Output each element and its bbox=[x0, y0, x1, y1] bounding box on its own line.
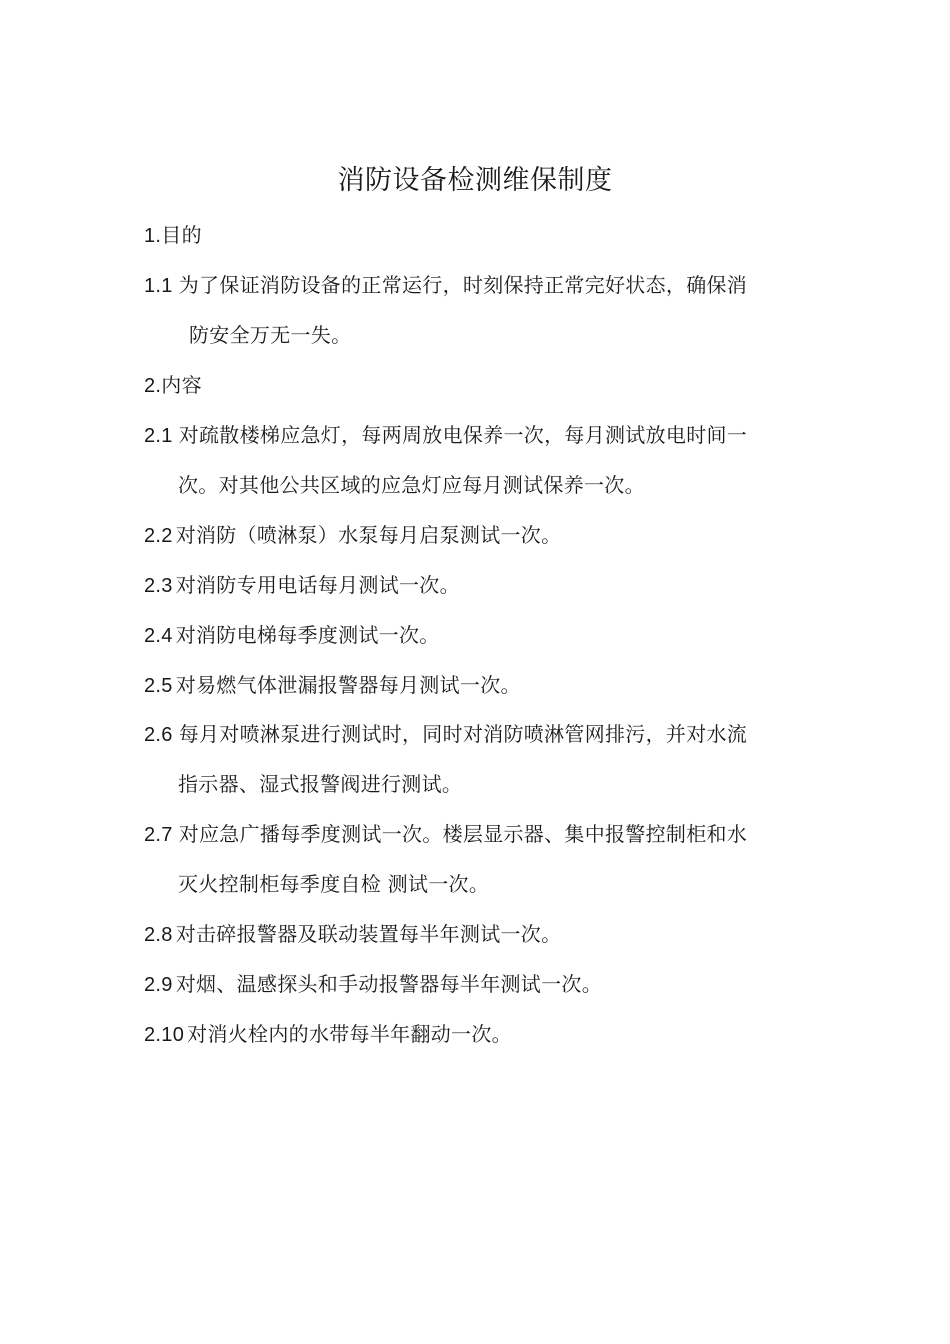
section-heading-content bbox=[144, 371, 202, 400]
item-text: 对消防专用电话每月测试一次。 bbox=[175, 573, 460, 597]
list-item bbox=[144, 521, 561, 550]
item-text: 对烟、温感探头和手动报警器每半年测试一次。 bbox=[175, 972, 603, 996]
item-text: 对消火栓内的水带每半年翻动一次。 bbox=[187, 1022, 512, 1046]
item-number: 2.9 bbox=[144, 974, 173, 996]
list-item bbox=[144, 720, 747, 749]
item-text: 对消防电梯每季度测试一次。 bbox=[175, 623, 440, 647]
section-heading-purpose bbox=[144, 221, 202, 250]
item-text-continuation: 指示器、湿式报警阀进行测试。 bbox=[178, 772, 463, 796]
section-title: 目的 bbox=[161, 223, 202, 247]
list-item bbox=[144, 621, 440, 650]
item-text: 对应急广播每季度测试一次。楼层显示器、集中报警控制柜和水 bbox=[178, 822, 748, 846]
list-item bbox=[144, 271, 747, 300]
section-number: 2. bbox=[144, 375, 162, 397]
item-text-continuation: 次。对其他公共区域的应急灯应每月测试保养一次。 bbox=[178, 473, 645, 497]
list-item bbox=[144, 920, 561, 949]
list-item bbox=[144, 820, 747, 849]
item-text-continuation: 防安全万无一失。 bbox=[189, 323, 352, 347]
list-item bbox=[144, 1020, 512, 1049]
item-number: 2.2 bbox=[144, 525, 173, 547]
item-text-continuation: 灭火控制柜每季度自检 测试一次。 bbox=[178, 872, 490, 896]
item-number: 2.7 bbox=[144, 824, 173, 846]
item-number: 2.3 bbox=[144, 575, 173, 597]
item-text: 为了保证消防设备的正常运行，时刻保持正常完好状态，确保消 bbox=[178, 273, 748, 297]
item-number: 2.8 bbox=[144, 924, 173, 946]
item-text: 对易燃气体泄漏报警器每月测试一次。 bbox=[175, 673, 521, 697]
item-number: 2.1 bbox=[144, 425, 173, 447]
document-title: 消防设备检测维保制度 bbox=[337, 165, 613, 196]
section-title: 内容 bbox=[161, 373, 202, 397]
list-item bbox=[144, 571, 460, 600]
item-number: 2.10 bbox=[144, 1024, 185, 1046]
item-text: 对击碎报警器及联动装置每半年测试一次。 bbox=[175, 922, 562, 946]
item-number: 2.4 bbox=[144, 625, 173, 647]
section-number: 1. bbox=[144, 225, 162, 247]
item-text: 对消防（喷淋泵）水泵每月启泵测试一次。 bbox=[175, 523, 562, 547]
item-number: 1.1 bbox=[144, 275, 173, 297]
list-item bbox=[144, 421, 747, 450]
item-text: 每月对喷淋泵进行测试时，同时对消防喷淋管网排污，并对水流 bbox=[178, 722, 748, 746]
list-item bbox=[144, 970, 602, 999]
item-number: 2.6 bbox=[144, 724, 173, 746]
list-item bbox=[144, 671, 521, 700]
item-text: 对疏散楼梯应急灯，每两周放电保养一次，每月测试放电时间一 bbox=[178, 423, 748, 447]
item-number: 2.5 bbox=[144, 675, 173, 697]
